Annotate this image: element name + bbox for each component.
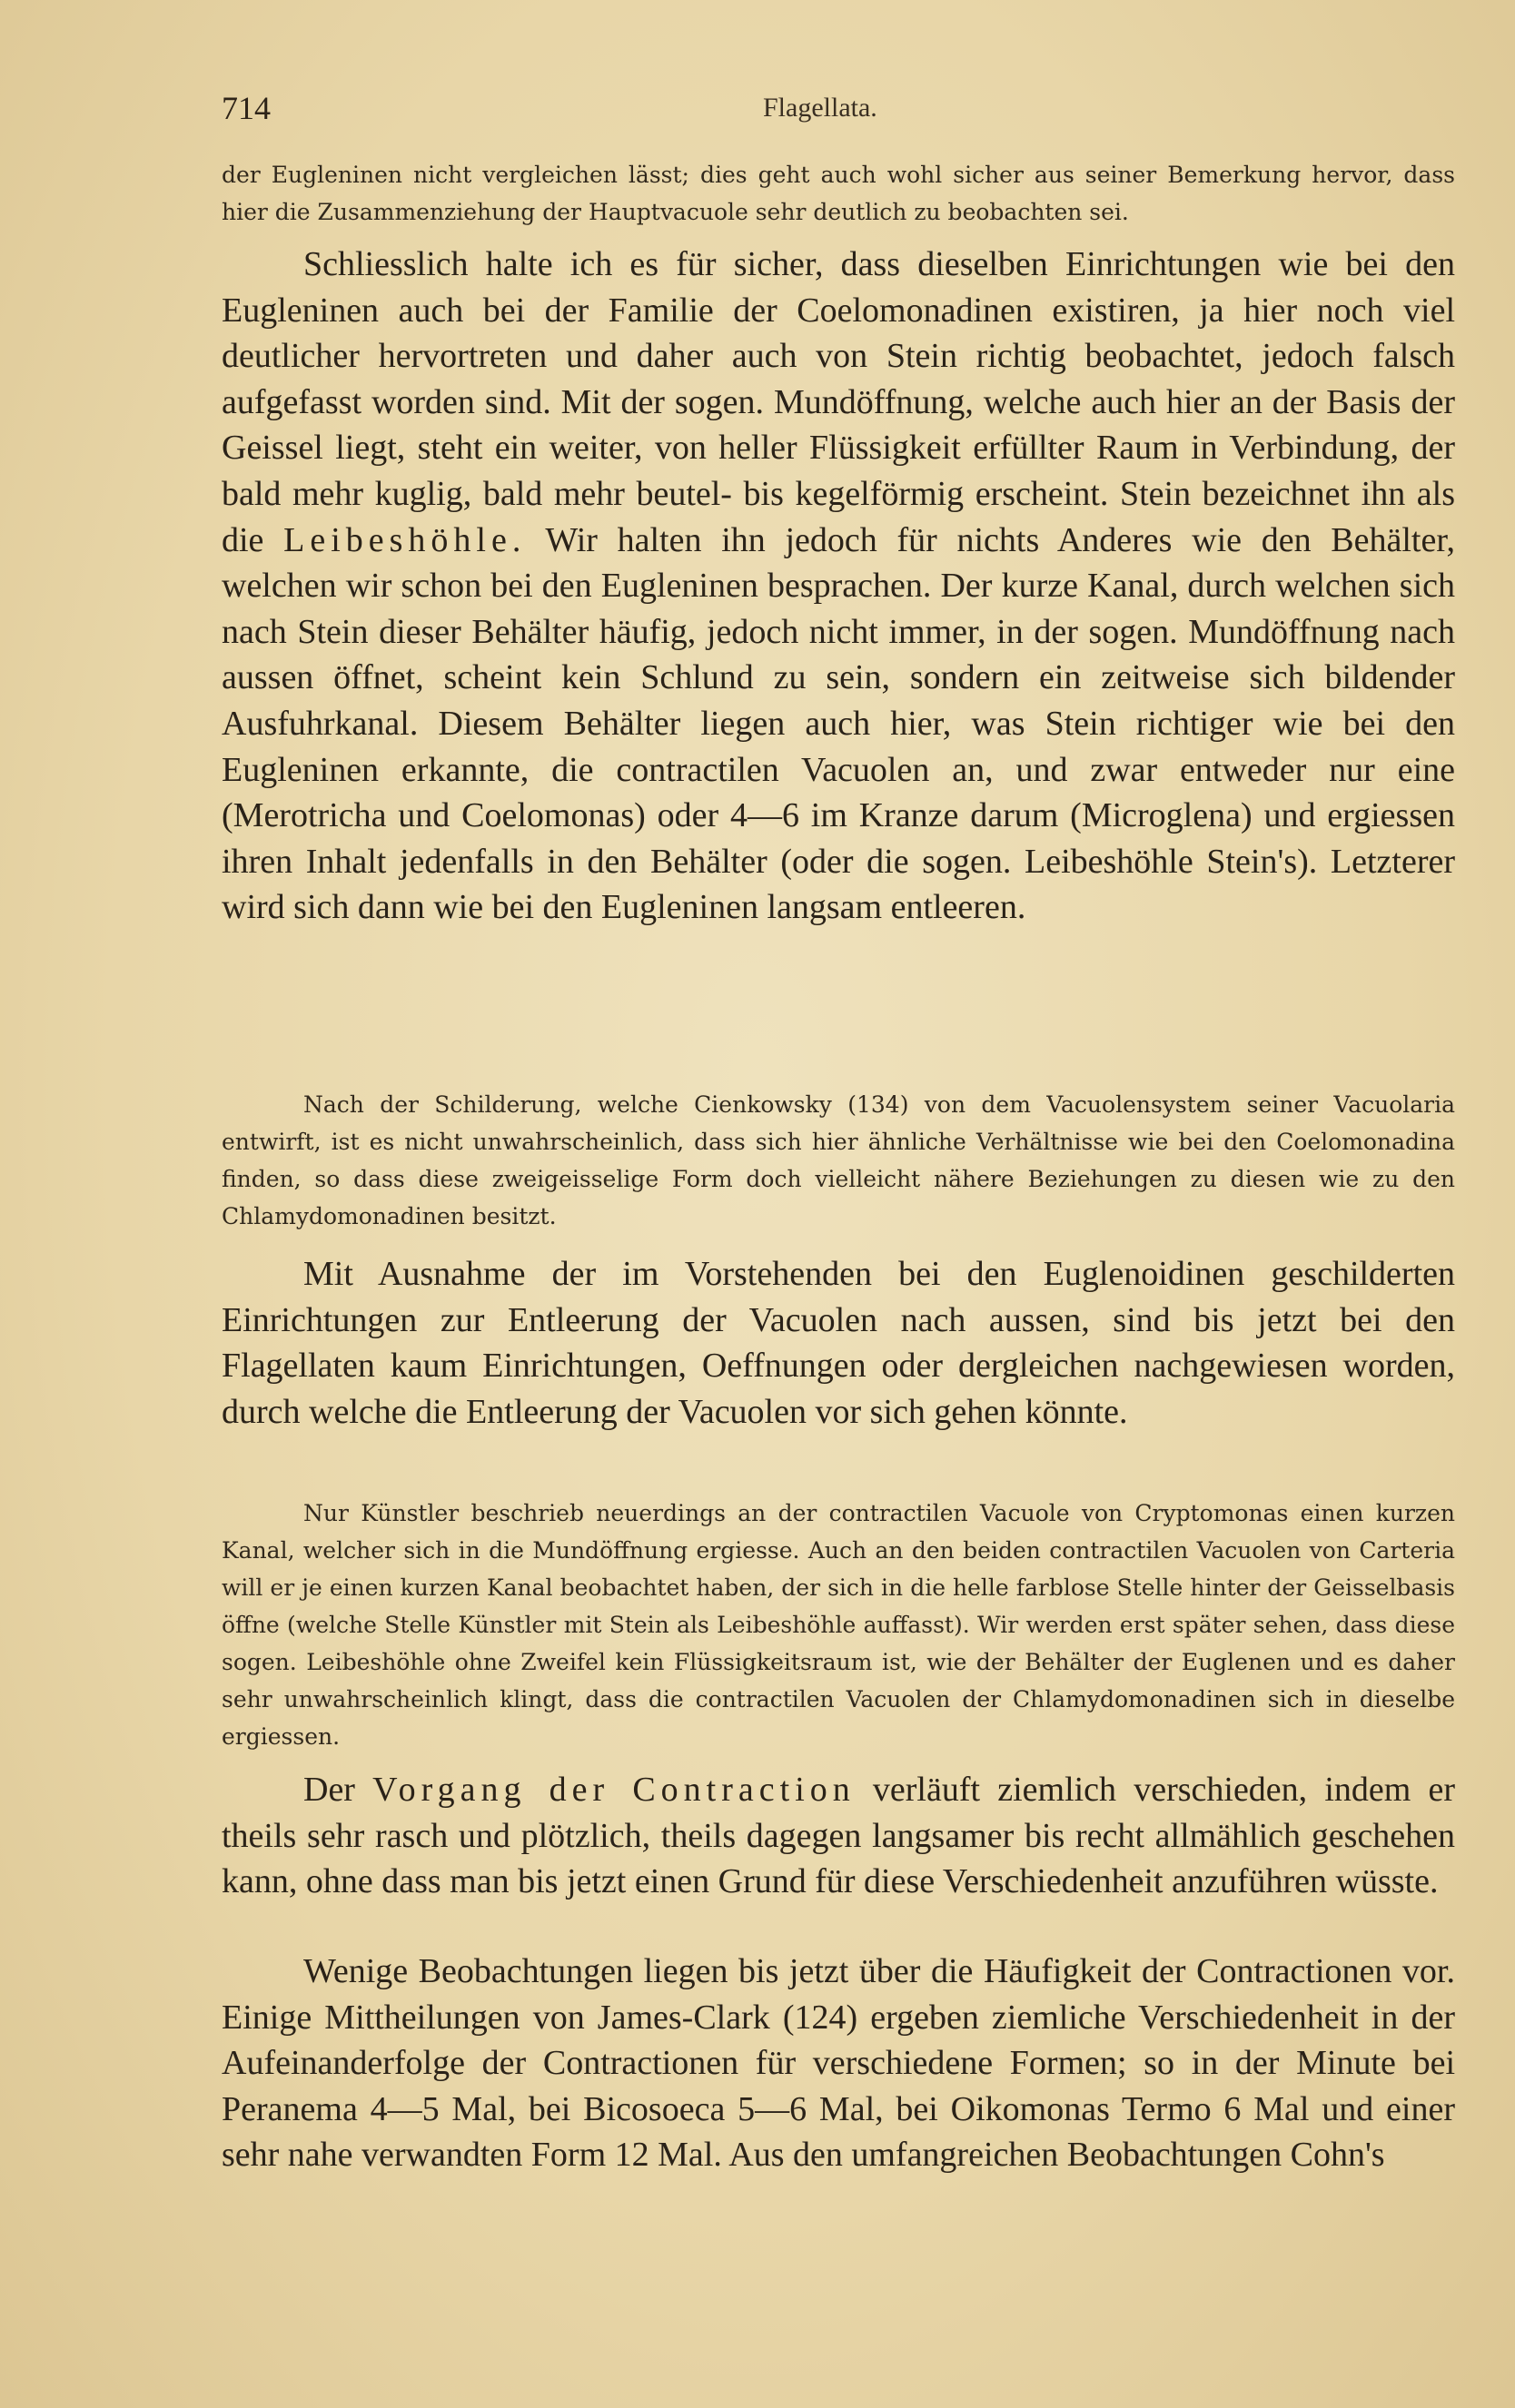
- note-kuenstler: Nur Künstler beschrieb neuerdings an der contractilen Vacuole von Cryptomonas einen kurzen Kanal, welcher sich in die Mundöffnung ergiesse. Auch an den beiden contractilen Vacuolen von Carteria will er je einen kurzen Kanal beobachtet haben, der sich in die helle farblose Stelle hinter der Geisselbasis öffne (welche Stelle Künstler mit Stein als Leibeshöhle auffasst). Wir werden erst später sehen, dass diese sogen. Leibeshöhle ohne Zweifel kein Flüssigkeitsraum ist, wie der Behälter der Euglenen und es daher sehr unwahrscheinlich klingt, dass die contractilen Vacuolen der Chlamydomonadinen sich in dieselbe ergiessen.: [222, 1500, 1455, 1750]
- page-number: 714: [222, 90, 271, 126]
- emphasis-vorgang: Vorgang der Contraction: [372, 1771, 856, 1809]
- paragraph-continuation: der Eugleninen nicht vergleichen lässt; dies geht auch wohl sicher aus seiner Bemerkung hervor, dass hier die Zusammenziehung der Hauptvacuole sehr deutlich zu beobachten sei.: [222, 162, 1455, 225]
- paragraph-text-after: verläuft ziemlich verschieden, indem er theils sehr rasch und plötzlich, theils dagegen langsamer bis recht allmählich geschehen kann, ohne dass man bis jetzt einen Grund für diese Verschiedenheit anzuführen wüsste.: [222, 1771, 1455, 1901]
- paragraph-coelomonadinen: [222, 242, 1455, 931]
- paragraph-text-before: Der: [303, 1771, 373, 1809]
- emphasis-leibeshoehle: Leibeshöhle.: [283, 520, 527, 559]
- note-vacuolaria: Nach der Schilderung, welche Cienkowsky (134) von dem Vacuolensystem seiner Vacuolaria entwirft, ist es nicht unwahrscheinlich, dass sich hier ähnliche Verhältnisse wie bei den Coelomonadina finden, so dass diese zweigeisselige Form doch vielleicht nähere Beziehungen zu diesen wie zu den Chlamydomonadinen besitzt.: [222, 1091, 1455, 1229]
- paragraph-text-after: Wir halten ihn jedoch für nichts Anderes wie den Behälter, welchen wir schon bei den Eugleninen besprachen. Der kurze Kanal, durch welchen sich nach Stein dieser Behälter häufig, jedoch nicht immer, in der sogen. Mundöffnung nach aussen öffnet, scheint kein Schlund zu sein, sondern ein zeitweise sich bildender Ausfuhrkanal. Diesem Behälter liegen auch hier, was Stein richtiger wie bei den Eugleninen erkannte, die contractilen Vacuolen an, und zwar entweder nur eine (Merotricha und Coelomonas) oder 4—6 im Kranze darum (Microglena) und ergiessen ihren Inhalt jedenfalls in den Behälter (oder die sogen. Leibeshöhle Stein's). Letzterer wird sich dann wie bei den Eugleninen langsam entleeren.: [222, 520, 1455, 927]
- page-header: [222, 89, 1457, 134]
- paragraph-text-before: Schliesslich halte ich es für sicher, dass dieselben Einrichtungen wie bei den Eugleninen auch bei der Familie der Coelomonadinen existiren, ja hier noch viel deutlicher hervortreten und daher auch von Stein richtig beobachtet, jedoch falsch aufgefasst worden sind. Mit der sogen. Mundöffnung, welche auch hier an der Basis der Geissel liegt, steht ein weiter, von heller Flüssigkeit erfüllter Raum in Verbindung, der bald mehr kuglig, bald mehr beutel- bis kegelförmig erscheint. Stein bezeichnet ihn als die: [222, 245, 1455, 559]
- paragraph-flagellaten: Mit Ausnahme der im Vorstehenden bei den Euglenoidinen geschilderten Einrichtungen zur Entleerung der Vacuolen nach aussen, sind bis jetzt bei den Flagellaten kaum Einrichtungen, Oeffnungen oder dergleichen nachgewiesen worden, durch welche die Entleerung der Vacuolen vor sich gehen könnte.: [222, 1255, 1455, 1431]
- paragraph-haeufigkeit: Wenige Beobachtungen liegen bis jetzt über die Häufigkeit der Contractionen vor. Einige Mittheilungen von James-Clark (124) ergeben ziemliche Verschiedenheit in der Aufeinanderfolge der Contractionen für verschiedene Formen; so in der Minute bei Peranema 4—5 Mal, bei Bicosoeca 5—6 Mal, bei Oikomonas Termo 6 Mal und einer sehr nahe verwandten Form 12 Mal. Aus den umfangreichen Beobachtungen Cohn's: [222, 1952, 1455, 2175]
- running-head: Flagellata.: [763, 93, 877, 123]
- paragraph-vorgang: [222, 1767, 1455, 1905]
